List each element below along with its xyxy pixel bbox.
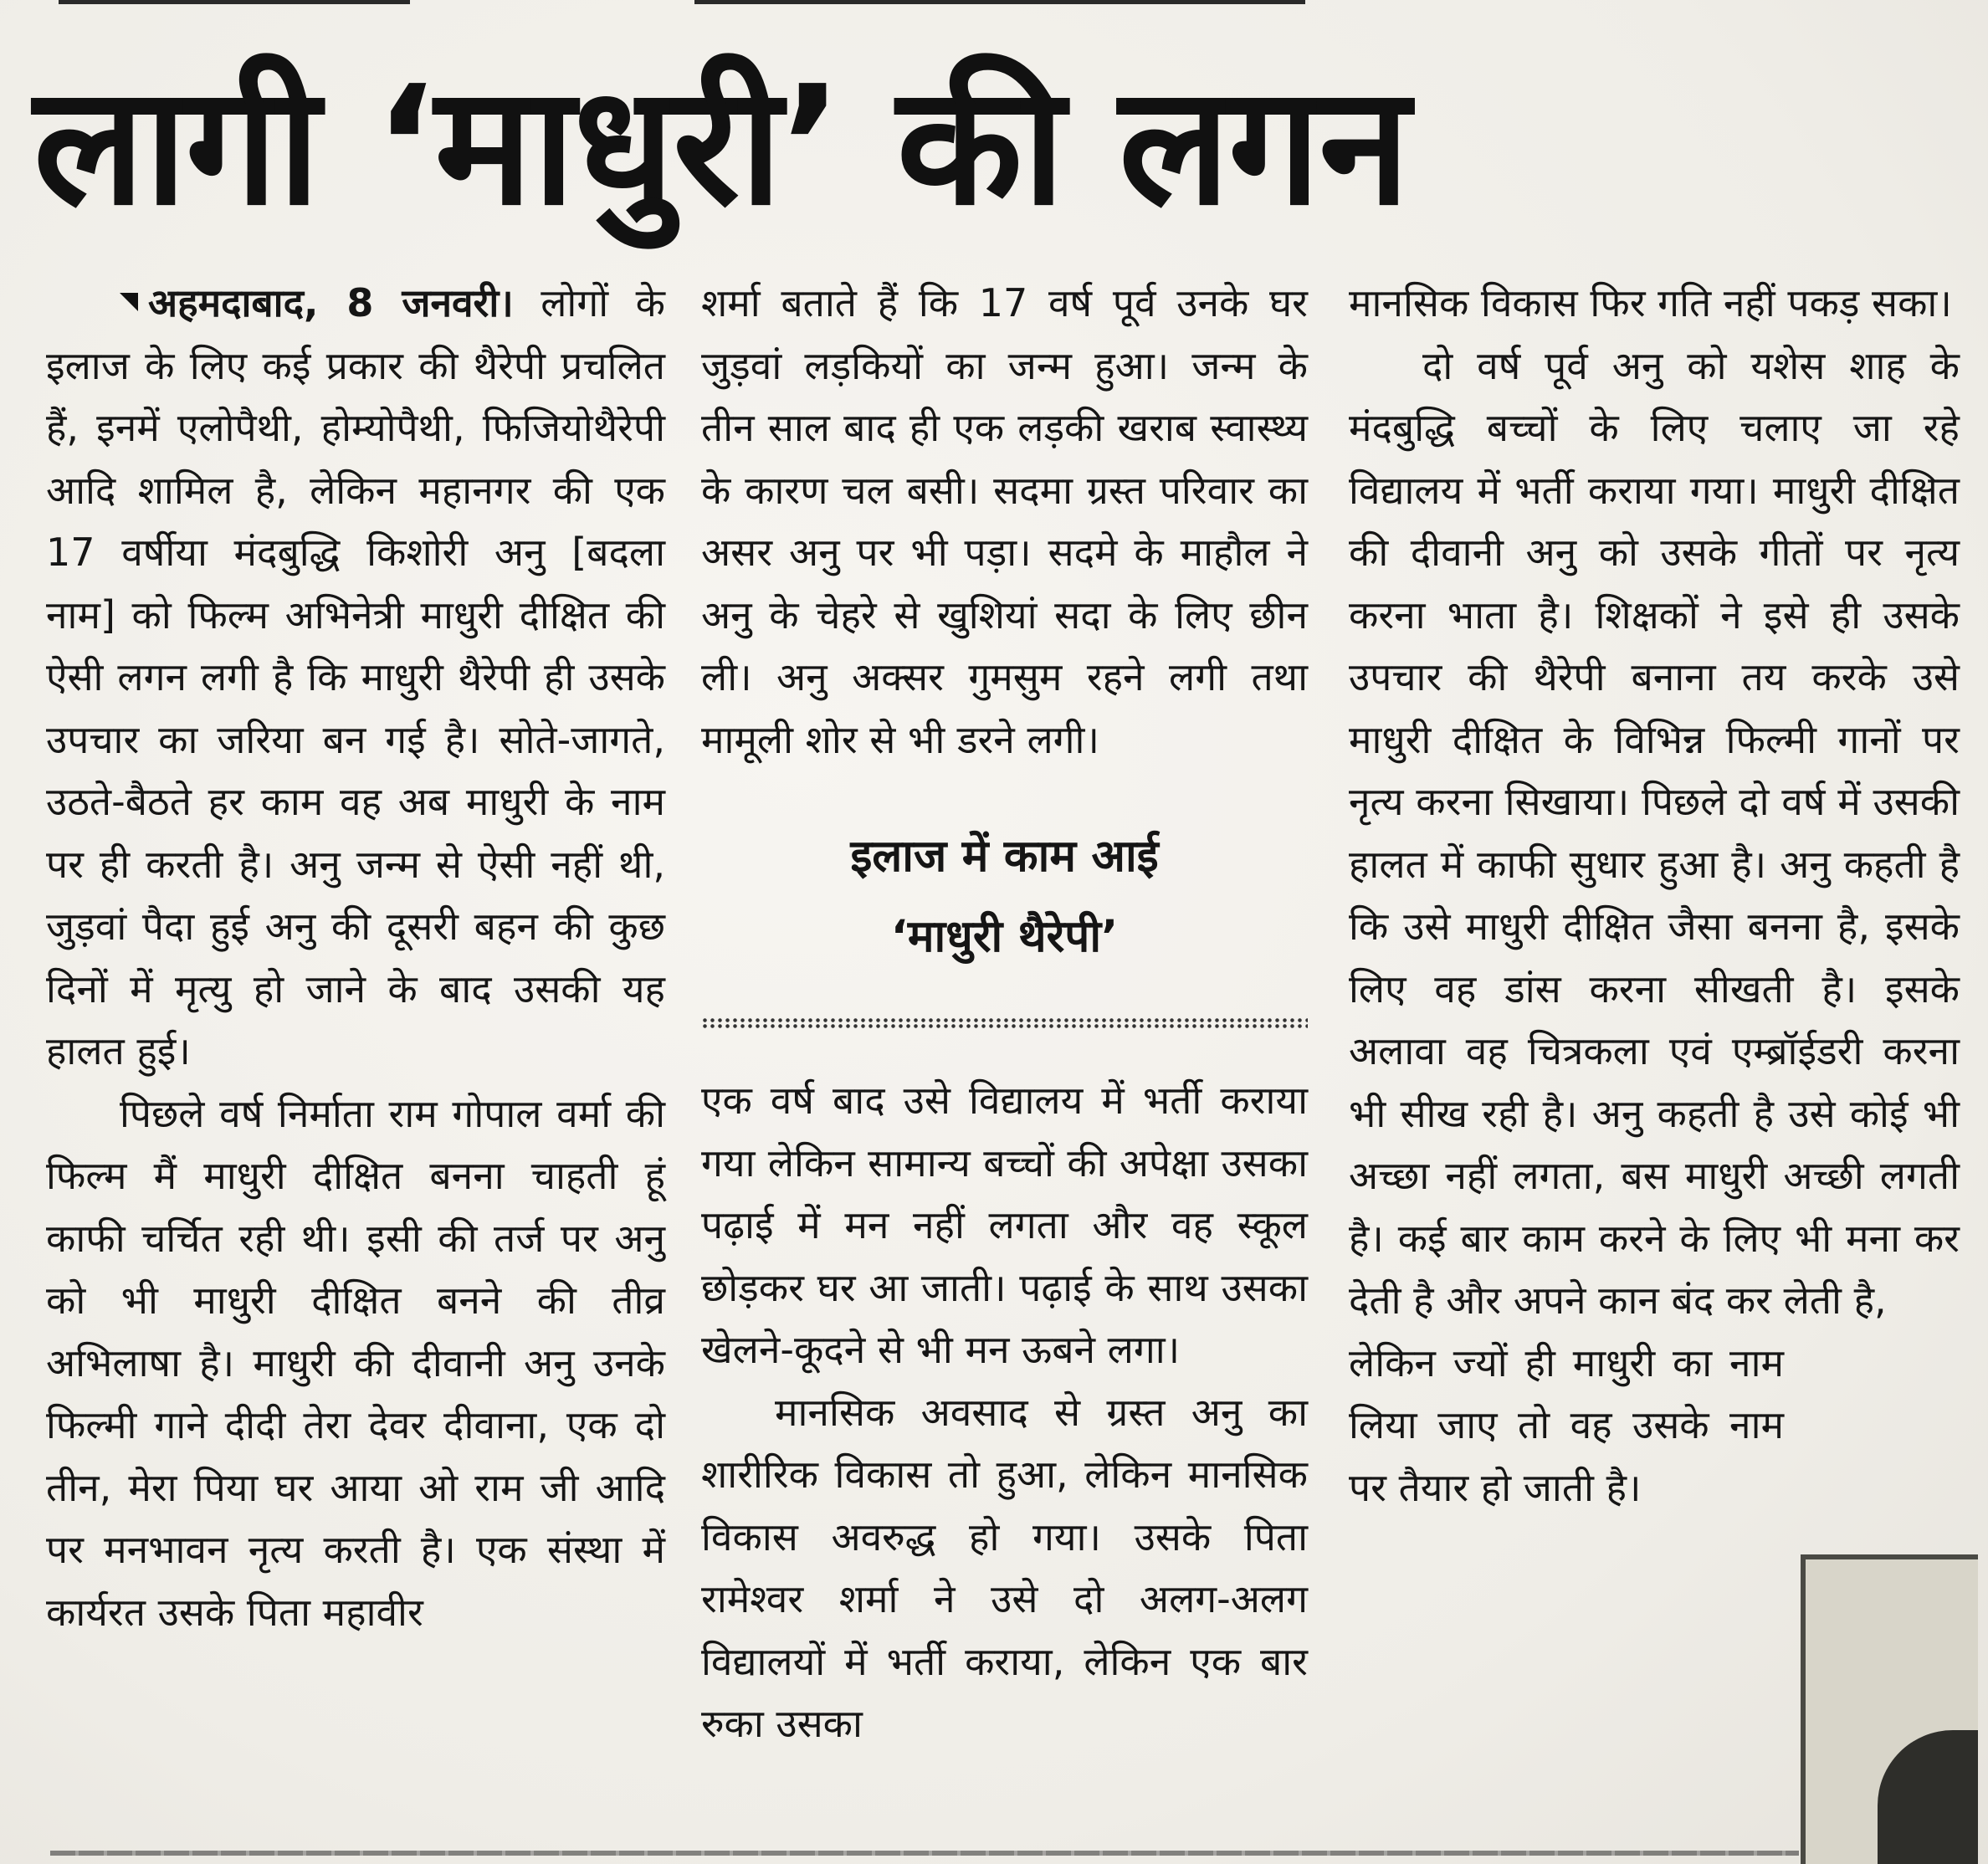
subheading <box>701 817 1308 977</box>
photo-shadow <box>1878 1730 1978 1864</box>
article-paragraph: पिछले वर्ष निर्माता राम गोपाल वर्मा की फिल्म मैं माधुरी दीक्षित बनना चाहती हूं काफी चर्चित रही थी। इसी की तर्ज पर अनु को भी माधुरी दीक्षित बनने की तीव्र अभिलाषा है। माधुरी की दीवानी अनु उनके फिल्मी गाने दीदी तेरा देवर दीवाना, एक दो तीन, मेरा पिया घर आया ओ राम जी आदि पर मनभावन नृत्य करती है। एक संस्था में कार्यरत उसके पिता महावीर <box>46 1090 665 1635</box>
photo-fragment <box>1801 1554 1978 1864</box>
article-column-3 <box>1349 272 1960 1518</box>
subheading-line-2: ‘माधुरी थैरेपी’ <box>890 911 1119 962</box>
top-rule-center <box>694 0 1305 4</box>
dateline-marker-icon <box>120 293 138 311</box>
article-paragraph: मानसिक अवसाद से ग्रस्त अनु का शारीरिक विकास तो हुआ, लेकिन मानसिक विकास अवरुद्ध हो गया। उसके पिता रामेश्वर शर्मा ने उसे दो अलग-अलग विद्यालयों में भर्ती कराया, लेकिन एक बार रुका उसका <box>701 1389 1308 1746</box>
headline: लागी ‘माधुरी’ की लगन <box>33 51 1409 242</box>
article-column-2 <box>701 272 1308 1755</box>
article-paragraph: दो वर्ष पूर्व अनु को यशेस शाह के मंदबुद्धि बच्चों के लिए चलाए जा रहे विद्यालय में भर्ती कराया गया। माधुरी दीक्षित की दीवानी अनु को उसके गीतों पर नृत्य करना भाता है। शिक्षकों ने इसे ही उसके उपचार की थैरेपी बनाना तय करके उसे माधुरी दीक्षित के विभिन्न फिल्मी गानों पर नृत्य करना सिखाया। पिछले दो वर्ष में उसकी हालत में काफी सुधार हुआ है। अनु कहती है कि उसे माधुरी दीक्षित जैसा बनना है, इसके लिए वह डांस करना सीखती है। इसके अलावा वह चित्रकला एवं एम्ब्रॉईडरी करना भी सीख रही है। अनु कहती है उसे कोई भी अच्छा नहीं लगता, बस माधुरी अच्छी लगती है। कई बार काम करने के लिए भी मना कर देती है और अपने कान बंद कर लेती है, <box>1349 342 1960 1323</box>
dateline: अहमदाबाद, 8 जनवरी। <box>148 280 514 325</box>
article-paragraph: लेकिन ज्यों ही माधुरी का नाम लिया जाए तो वह उसके नाम पर तैयार हो जाती है। <box>1349 1339 1784 1510</box>
article-paragraph: लोगों के इलाज के लिए कई प्रकार की थैरेपी प्रचलित हैं, इनमें एलोपैथी, होम्योपैथी, फिजियोथैरेपी आदि शामिल है, लेकिन महानगर की एक 17 वर्षीया मंदबुद्धि किशोरी अनु [बदला नाम] को फिल्म अभिनेत्री माधुरी दीक्षित की ऐसी लगन लगी है कि माधुरी थैरेपी ही उसके उपचार का जरिया बन गई है। सोते-जागते, उठते-बैठते हर काम वह अब माधुरी के नाम पर ही करती है। अनु जन्म से ऐसी नहीं थी, जुड़वां पैदा हुई अनु की दूसरी बहन की कुछ दिनों में मृत्यु हो जाने के बाद उसकी यह हालत हुई। <box>46 280 665 1073</box>
bottom-rule <box>50 1851 1799 1856</box>
article-paragraph: एक वर्ष बाद उसे विद्यालय में भर्ती कराया गया लेकिन सामान्य बच्चों की अपेक्षा उसका पढ़ाई में मन नहीं लगता और वह स्कूल छोड़कर घर आ जाती। पढ़ाई के साथ उसका खेलने-कूदने से भी मन ऊबने लगा। <box>701 1078 1308 1372</box>
subheading-line-1: इलाज में काम आई <box>850 831 1159 882</box>
dotted-divider <box>701 1017 1308 1029</box>
article-paragraph: मानसिक विकास फिर गति नहीं पकड़ सका। <box>1349 280 1952 325</box>
top-rule-left <box>59 0 410 4</box>
article-column-1 <box>46 272 665 1643</box>
article-paragraph: शर्मा बताते हैं कि 17 वर्ष पूर्व उनके घर जुड़वां लड़कियों का जन्म हुआ। जन्म के तीन साल बाद ही एक लड़की खराब स्वास्थ्य के कारण चल बसी। सदमा ग्रस्त परिवार का असर अनु पर भी पड़ा। सदमे के माहौल ने अनु के चेहरे से खुशियां सदा के लिए छीन ली। अनु अक्सर गुमसुम रहने लगी तथा मामूली शोर से भी डरने लगी। <box>701 280 1308 762</box>
